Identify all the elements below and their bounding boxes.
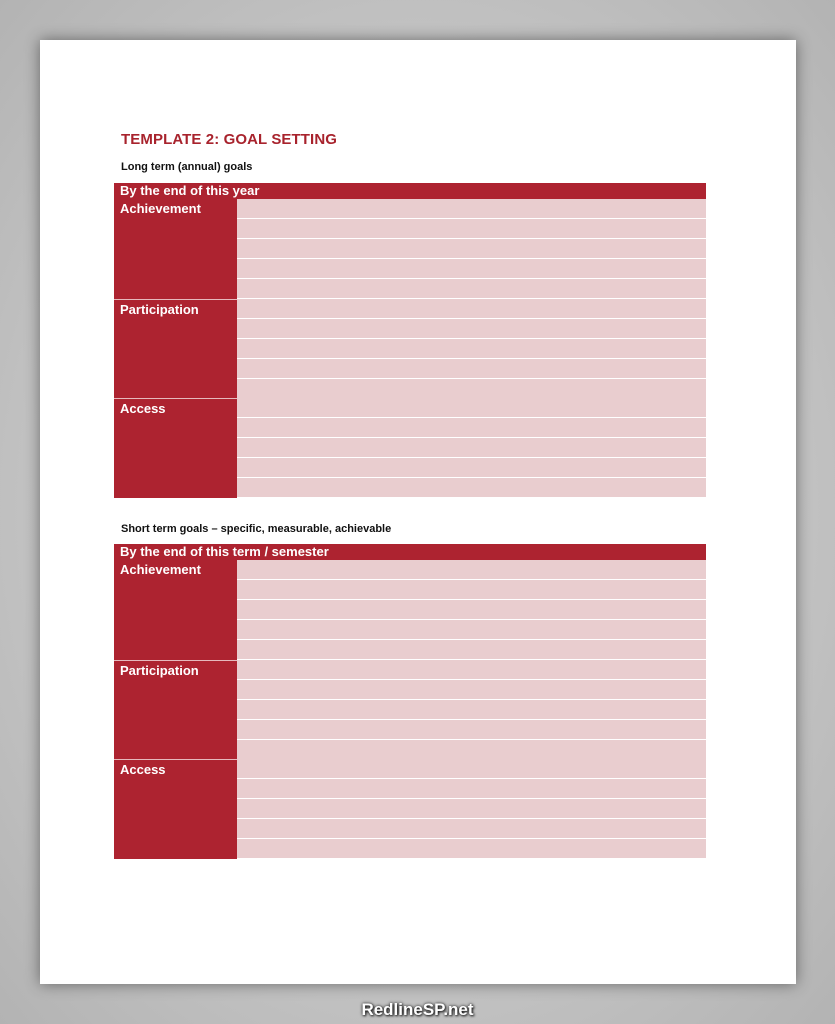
goal-line[interactable] (237, 798, 706, 818)
goal-entry-lines[interactable] (237, 560, 706, 660)
goal-line[interactable] (237, 679, 706, 699)
goal-line[interactable] (237, 599, 706, 619)
goal-line[interactable] (237, 699, 706, 719)
long-term-achievement-section (114, 199, 706, 299)
section-label: Achievement (114, 560, 237, 660)
goal-line[interactable] (237, 719, 706, 739)
long-term-access-section (114, 398, 706, 498)
goal-line[interactable] (237, 619, 706, 639)
section-label: Access (114, 759, 237, 859)
goal-entry-lines[interactable] (237, 398, 706, 498)
goal-line[interactable] (237, 258, 706, 278)
long-term-participation-section (114, 299, 706, 399)
short-term-goals-table (114, 544, 706, 859)
goal-line[interactable] (237, 759, 706, 778)
site-watermark: RedlineSP.net (361, 1000, 474, 1019)
goal-line[interactable] (237, 739, 706, 759)
goal-line[interactable] (237, 778, 706, 798)
goal-line[interactable] (237, 278, 706, 298)
goal-line[interactable] (237, 560, 706, 579)
goal-entry-lines[interactable] (237, 759, 706, 859)
goal-line[interactable] (237, 818, 706, 838)
goal-line[interactable] (237, 457, 706, 477)
goal-line[interactable] (237, 437, 706, 457)
goal-line[interactable] (237, 639, 706, 659)
goal-line[interactable] (237, 660, 706, 679)
section-label: Access (114, 398, 237, 498)
long-term-subtitle: Long term (annual) goals (121, 161, 253, 173)
goal-entry-lines[interactable] (237, 299, 706, 399)
document-page (40, 40, 796, 984)
goal-line[interactable] (237, 398, 706, 417)
goal-line[interactable] (237, 318, 706, 338)
section-label: Participation (114, 660, 237, 760)
long-term-goals-table (114, 183, 706, 498)
goal-line[interactable] (237, 238, 706, 258)
short-term-participation-section (114, 660, 706, 760)
goal-line[interactable] (237, 218, 706, 238)
short-term-access-section (114, 759, 706, 859)
page-title: TEMPLATE 2: GOAL SETTING (121, 131, 338, 148)
goal-line[interactable] (237, 579, 706, 599)
goal-line[interactable] (237, 199, 706, 218)
goal-line[interactable] (237, 338, 706, 358)
goal-line[interactable] (237, 358, 706, 378)
short-term-subtitle: Short term goals – specific, measurable, achievable (121, 523, 392, 535)
short-term-achievement-section (114, 560, 706, 660)
goal-line[interactable] (237, 477, 706, 497)
goal-line[interactable] (237, 299, 706, 318)
goal-line[interactable] (237, 838, 706, 858)
goal-line[interactable] (237, 378, 706, 398)
short-term-table-header: By the end of this term / semester (114, 544, 706, 560)
section-label: Participation (114, 299, 237, 399)
goal-entry-lines[interactable] (237, 199, 706, 299)
section-label: Achievement (114, 199, 237, 299)
goal-line[interactable] (237, 417, 706, 437)
long-term-table-header: By the end of this year (114, 183, 706, 199)
goal-entry-lines[interactable] (237, 660, 706, 760)
